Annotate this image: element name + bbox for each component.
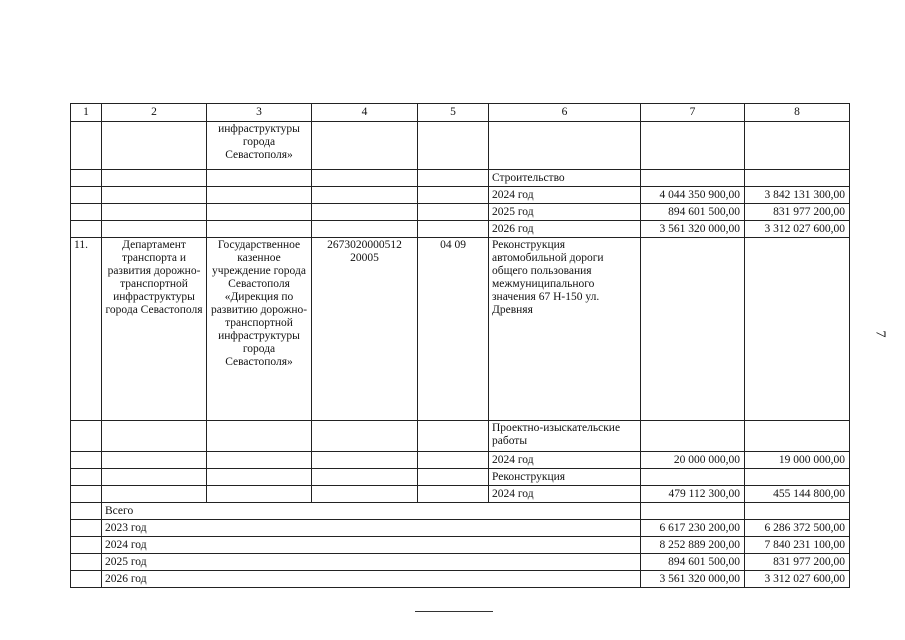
header-cell: 1	[71, 104, 102, 122]
year-cell: 2024 год	[489, 187, 641, 204]
reconstruction-label: Реконструкция	[489, 469, 641, 486]
year-cell: 2026 год	[489, 221, 641, 238]
institution-cell: Государственное казенное учреждение города Севастополя «Дирекция по развитию дорожно-транспортной инфраструктуры города Севастополя»	[207, 238, 312, 421]
code-cell: 2673020000512 20005	[312, 238, 418, 421]
amount-cell: 20 000 000,00	[641, 452, 745, 469]
year-cell: 2025 год	[102, 554, 641, 571]
year-cell: 2024 год	[489, 452, 641, 469]
amount-cell: 455 144 800,00	[745, 486, 850, 503]
amount-cell: 894 601 500,00	[641, 554, 745, 571]
year-cell: 2024 год	[489, 486, 641, 503]
object-cell: Реконструкция автомобильной дороги общего пользования межмуниципального значения 67 Н-150 ул. Древняя	[489, 238, 641, 421]
amount-cell: 3 561 320 000,00	[641, 221, 745, 238]
table-row	[71, 238, 850, 421]
amount-cell: 6 617 230 200,00	[641, 520, 745, 537]
year-cell: 2023 год	[102, 520, 641, 537]
amount-cell: 894 601 500,00	[641, 204, 745, 221]
table-row	[71, 486, 850, 503]
table-row	[71, 452, 850, 469]
header-cell: 4	[312, 104, 418, 122]
header-cell: 8	[745, 104, 850, 122]
table-row	[71, 554, 850, 571]
design-label: Проектно-изыскательские работы	[489, 421, 641, 452]
table-row	[71, 170, 850, 187]
section-cell: 04 09	[418, 238, 489, 421]
amount-cell: 3 842 131 300,00	[745, 187, 850, 204]
table-row	[71, 204, 850, 221]
amount-cell: 6 286 372 500,00	[745, 520, 850, 537]
amount-cell: 3 312 027 600,00	[745, 221, 850, 238]
amount-cell: 3 561 320 000,00	[641, 571, 745, 588]
header-row	[71, 104, 850, 122]
header-cell: 7	[641, 104, 745, 122]
amount-cell: 3 312 027 600,00	[745, 571, 850, 588]
table-row	[71, 421, 850, 452]
table-row	[71, 187, 850, 204]
total-label: Всего	[102, 503, 641, 520]
header-cell: 3	[207, 104, 312, 122]
institution-continuation: инфраструктуры города Севастополя»	[207, 122, 312, 170]
amount-cell: 7 840 231 100,00	[745, 537, 850, 554]
header-cell: 5	[418, 104, 489, 122]
year-cell: 2026 год	[102, 571, 641, 588]
budget-table	[70, 103, 850, 588]
header-cell: 2	[102, 104, 207, 122]
page-number: 7	[872, 330, 888, 338]
amount-cell: 479 112 300,00	[641, 486, 745, 503]
year-cell: 2024 год	[102, 537, 641, 554]
amount-cell: 8 252 889 200,00	[641, 537, 745, 554]
table-row	[71, 520, 850, 537]
amount-cell: 19 000 000,00	[745, 452, 850, 469]
table-row	[71, 221, 850, 238]
header-cell: 6	[489, 104, 641, 122]
footer-divider	[415, 611, 493, 612]
construction-label: Строительство	[489, 170, 641, 187]
table-row	[71, 469, 850, 486]
item-number: 11.	[71, 238, 102, 421]
table-row	[71, 503, 850, 520]
table-row	[71, 122, 850, 170]
amount-cell: 831 977 200,00	[745, 204, 850, 221]
department-cell: Департамент транспорта и развития дорожно-транспортной инфраструктуры города Севастополя	[102, 238, 207, 421]
amount-cell: 831 977 200,00	[745, 554, 850, 571]
year-cell: 2025 год	[489, 204, 641, 221]
amount-cell: 4 044 350 900,00	[641, 187, 745, 204]
table-row	[71, 537, 850, 554]
table-row	[71, 571, 850, 588]
